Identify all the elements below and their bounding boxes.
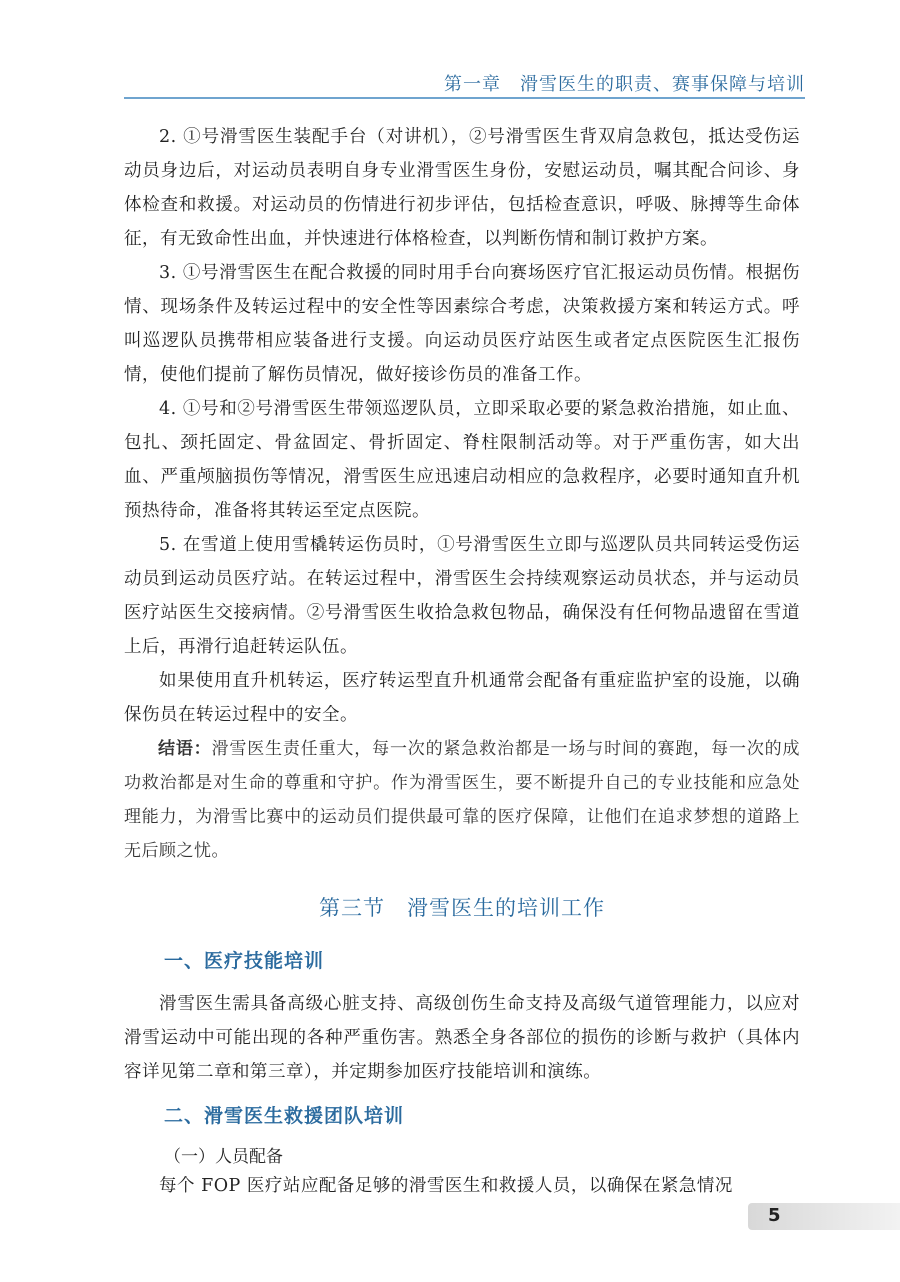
conclusion-text: 滑雪医生责任重大，每一次的紧急救治都是一场与时间的赛跑，每一次的成功救治都是对生命的尊重和守护。作为滑雪医生，要不断提升自己的专业技能和应急处理能力，为滑雪比赛中的运动员们提供最可靠的医疗保障，让他们在追求梦想的道路上无后顾之忧。 (124, 739, 801, 861)
paragraph-5: 5. 在雪道上使用雪橇转运伤员时，①号滑雪医生立即与巡逻队员共同转运受伤运动员到运动员医疗站。在转运过程中，滑雪医生会持续观察运动员状态，并与运动员医疗站医生交接病情。②号滑雪医生收拾急救包物品，确保没有任何物品遗留在雪道上后，再滑行追赶转运队伍。 (124, 535, 800, 657)
section-title: 第三节 滑雪医生的培训工作 (319, 896, 605, 920)
paragraph-2: 2. ①号滑雪医生装配手台（对讲机），②号滑雪医生背双肩急救包，抵达受伤运动员身边后，对运动员表明自身专业滑雪医生身份，安慰运动员，嘱其配合问诊、身体检查和救援。对运动员的伤情进行初步评估，包括检查意识，呼吸、脉搏等生命体征，有无致命性出血，并快速进行体格检查，以判断伤情和制订救护方案。 (124, 127, 800, 249)
subsection-1-text: 滑雪医生需具备高级心脏支持、高级创伤生命支持及高级气道管理能力，以应对滑雪运动中可能出现的各种严重伤害。熟悉全身各部位的损伤的诊断与救护（具体内容详见第二章和第三章），并定期参加医疗技能培训和演练。 (124, 994, 800, 1082)
subsubsection-staffing-text: 每个 FOP 医疗站应配备足够的滑雪医生和救援人员，以确保在紧急情况 (159, 1176, 733, 1196)
subsection-title-1: 一、医疗技能培训 (164, 950, 325, 972)
conclusion-label: 结语： (158, 739, 212, 759)
subsubsection-title-staffing: （一）人员配备 (164, 1147, 283, 1167)
paragraph-3: 3. ①号滑雪医生在配合救援的同时用手台向赛场医疗官汇报运动员伤情。根据伤情、现场条件及转运过程中的安全性等因素综合考虑，决策救援方案和转运方式。呼叫巡逻队员携带相应装备进行支援。向运动员医疗站医生或者定点医院医生汇报伤情，使他们提前了解伤员情况，做好接诊伤员的准备工作。 (124, 263, 800, 385)
paragraph-helicopter: 如果使用直升机转运，医疗转运型直升机通常会配备有重症监护室的设施，以确保伤员在转运过程中的安全。 (124, 671, 800, 725)
conclusion (124, 732, 800, 868)
page-number: 5 (768, 1205, 781, 1226)
running-header: 第一章 滑雪医生的职责、赛事保障与培训 (444, 74, 805, 95)
page-body (124, 120, 800, 1203)
page-number-bar (748, 1203, 900, 1230)
paragraph-4: 4. ①号和②号滑雪医生带领巡逻队员，立即采取必要的紧急救治措施，如止血、包扎、颈托固定、骨盆固定、骨折固定、脊柱限制活动等。对于严重伤害，如大出血、严重颅脑损伤等情况，滑雪医生应迅速启动相应的急救程序，必要时通知直升机预热待命，准备将其转运至定点医院。 (124, 399, 800, 521)
header-rule (124, 97, 805, 99)
subsection-title-2: 二、滑雪医生救援团队培训 (164, 1105, 405, 1127)
